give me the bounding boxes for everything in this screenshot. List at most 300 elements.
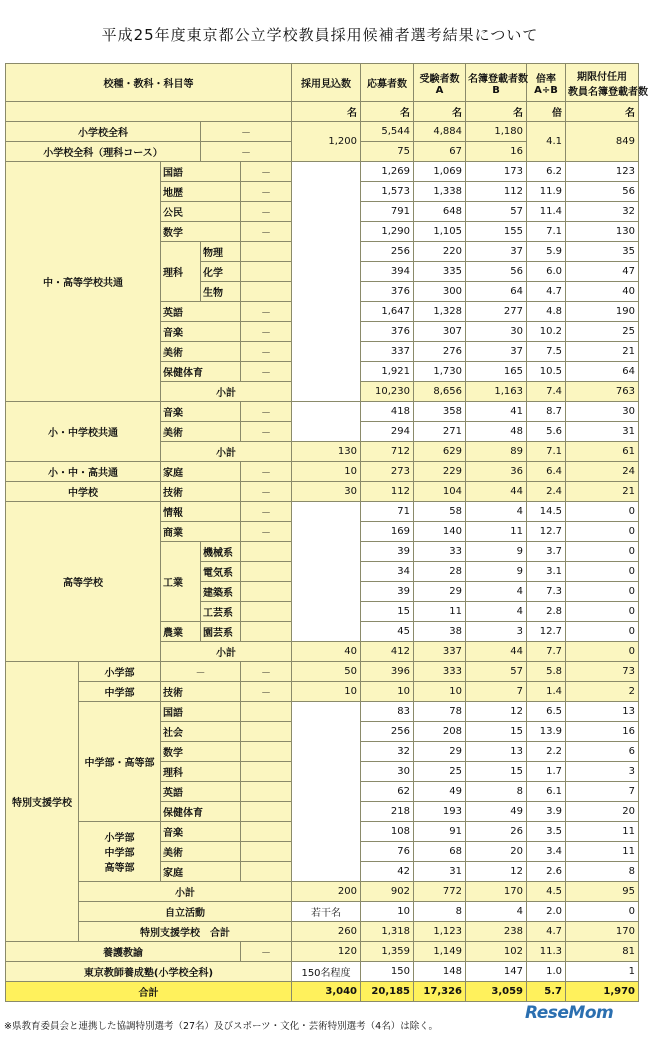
- cell-applicants: 902: [361, 882, 414, 902]
- cell-examinees: 29: [414, 582, 466, 602]
- cell-fixed: 21: [566, 482, 639, 502]
- dash-cell: －: [241, 422, 292, 442]
- cell-ratio: 4.8: [527, 302, 566, 322]
- cell-fixed: 123: [566, 162, 639, 182]
- subject-label: 技術: [161, 682, 241, 702]
- cell-applicants: 1,647: [361, 302, 414, 322]
- cell-fixed: 2: [566, 682, 639, 702]
- cell-ratio: 2.2: [527, 742, 566, 762]
- cell-applicants: 1,573: [361, 182, 414, 202]
- subject-label: 美術: [161, 842, 241, 862]
- cell-planned: 40: [292, 642, 361, 662]
- cell-fixed: 1: [566, 962, 639, 982]
- footnote: ※県教育委員会と連携した協調特別選考（27名）及びスポーツ・文化・芸術特別選考（4名）は除く。: [4, 1021, 439, 1032]
- cell-registered: 277: [466, 302, 527, 322]
- cell-fixed: 0: [566, 502, 639, 522]
- cell-examinees: 49: [414, 782, 466, 802]
- table-row: [6, 502, 639, 522]
- subject-label: 美術: [161, 422, 241, 442]
- cell-applicants: 42: [361, 862, 414, 882]
- section-label-line: 中学部: [104, 848, 135, 859]
- cell-fixed: 35: [566, 242, 639, 262]
- header-planned: 採用見込数: [292, 64, 361, 102]
- cell-applicants: 394: [361, 262, 414, 282]
- subject-label: 社会: [161, 722, 241, 742]
- cell-fixed: 81: [566, 942, 639, 962]
- cell-planned: 200: [292, 882, 361, 902]
- cell-applicants: 1,269: [361, 162, 414, 182]
- cell-registered: 4: [466, 602, 527, 622]
- cell-examinees: 104: [414, 482, 466, 502]
- cell-registered: 7: [466, 682, 527, 702]
- section-label: 特別支援学校: [6, 662, 79, 942]
- row-label: 小学校全科（理科コース）: [6, 142, 201, 162]
- cell-fixed: 56: [566, 182, 639, 202]
- cell-ratio: 5.7: [527, 982, 566, 1002]
- cell-registered: 30: [466, 322, 527, 342]
- cell-fixed: 6: [566, 742, 639, 762]
- cell-ratio: 1.7: [527, 762, 566, 782]
- cell-registered: 1,163: [466, 382, 527, 402]
- cell-ratio: 4.7: [527, 282, 566, 302]
- header-registered-letter: B: [492, 84, 500, 96]
- subject-label: 商業: [161, 522, 241, 542]
- cell-registered: 36: [466, 462, 527, 482]
- cell-examinees: 307: [414, 322, 466, 342]
- cell-fixed: 7: [566, 782, 639, 802]
- section-label: 中学部・高等部: [79, 702, 161, 822]
- subject-label: 機械系: [201, 542, 241, 562]
- subject-label: 生物: [201, 282, 241, 302]
- cell-registered: 102: [466, 942, 527, 962]
- cell-fixed: 763: [566, 382, 639, 402]
- cell-fixed: 0: [566, 542, 639, 562]
- cell-ratio: 3.9: [527, 802, 566, 822]
- cell-fixed: 64: [566, 362, 639, 382]
- cell-fixed: 0: [566, 902, 639, 922]
- subject-label: 保健体育: [161, 362, 241, 382]
- cell-ratio: 2.6: [527, 862, 566, 882]
- cell-registered: 89: [466, 442, 527, 462]
- cell-registered: 155: [466, 222, 527, 242]
- subject-label: 情報: [161, 502, 241, 522]
- subject-label: 地歴: [161, 182, 241, 202]
- cell-applicants: 1,921: [361, 362, 414, 382]
- cell-examinees: 337: [414, 642, 466, 662]
- dash-cell: －: [241, 322, 292, 342]
- dash-cell: －: [201, 142, 292, 162]
- section-label: 中学校: [6, 482, 161, 502]
- grand-total-row: [6, 982, 639, 1002]
- subject-label: 国語: [161, 702, 241, 722]
- cell-planned: 3,040: [292, 982, 361, 1002]
- cell-applicants: 39: [361, 582, 414, 602]
- cell-examinees: 1,069: [414, 162, 466, 182]
- subject-label: 音楽: [161, 822, 241, 842]
- cell-ratio: 3.4: [527, 842, 566, 862]
- dash-cell: －: [241, 942, 292, 962]
- cell-fixed: 170: [566, 922, 639, 942]
- cell-examinees: 29: [414, 742, 466, 762]
- subject-label: 保健体育: [161, 802, 241, 822]
- cell-examinees: 17,326: [414, 982, 466, 1002]
- cell-fixed: 190: [566, 302, 639, 322]
- cell-ratio: 12.7: [527, 622, 566, 642]
- cell-ratio: 13.9: [527, 722, 566, 742]
- subtotal-label: 小計: [161, 382, 292, 402]
- table-row: [6, 942, 639, 962]
- section-label-line: 小学部: [104, 833, 135, 844]
- cell-ratio: 4.7: [527, 922, 566, 942]
- cell-applicants: 5,544: [361, 122, 414, 142]
- cell-ratio: 5.9: [527, 242, 566, 262]
- cell-registered: 1,180: [466, 122, 527, 142]
- cell-registered: 4: [466, 502, 527, 522]
- cell-registered: 57: [466, 202, 527, 222]
- cell-applicants: 10,230: [361, 382, 414, 402]
- cell-fixed: 73: [566, 662, 639, 682]
- cell-fixed: 130: [566, 222, 639, 242]
- subject-label: 家庭: [161, 462, 241, 482]
- cell-fixed: 0: [566, 582, 639, 602]
- dash-cell: －: [241, 522, 292, 542]
- cell-registered: 3,059: [466, 982, 527, 1002]
- cell-registered: 37: [466, 342, 527, 362]
- cell-registered: 173: [466, 162, 527, 182]
- cell-applicants: 256: [361, 242, 414, 262]
- cell-registered: 11: [466, 522, 527, 542]
- cell-examinees: 28: [414, 562, 466, 582]
- cell-registered: 49: [466, 802, 527, 822]
- cell-applicants: 30: [361, 762, 414, 782]
- subject-label: 工芸系: [201, 602, 241, 622]
- subject-label: 化学: [201, 262, 241, 282]
- cell-examinees: 1,105: [414, 222, 466, 242]
- cell-registered: 12: [466, 862, 527, 882]
- cell-registered: 112: [466, 182, 527, 202]
- dash-cell: －: [241, 162, 292, 182]
- table-row: [6, 962, 639, 982]
- table-row: [6, 462, 639, 482]
- dash-cell: －: [241, 682, 292, 702]
- cell-examinees: 10: [414, 682, 466, 702]
- subtotal-row: [6, 922, 639, 942]
- cell-fixed: 32: [566, 202, 639, 222]
- subject-label: 電気系: [201, 562, 241, 582]
- subject-label: 物理: [201, 242, 241, 262]
- header-fixed-label: 期限付任用: [577, 71, 627, 83]
- section-label: 小・中・高共通: [6, 462, 161, 482]
- table-row: [6, 662, 639, 682]
- cell-ratio: 11.3: [527, 942, 566, 962]
- cell-applicants: 218: [361, 802, 414, 822]
- cell-ratio: 6.0: [527, 262, 566, 282]
- dash-cell: －: [241, 202, 292, 222]
- cell-examinees: 58: [414, 502, 466, 522]
- dash-cell: －: [241, 402, 292, 422]
- subject-label: 家庭: [161, 862, 241, 882]
- cell-ratio: 14.5: [527, 502, 566, 522]
- header-ratio: [527, 64, 566, 102]
- row-label: 養護教諭: [6, 942, 241, 962]
- cell-applicants: 15: [361, 602, 414, 622]
- cell-planned: 120: [292, 942, 361, 962]
- cell-ratio: 6.2: [527, 162, 566, 182]
- cell-ratio: 10.2: [527, 322, 566, 342]
- header-ratio-label: 倍率: [536, 73, 556, 85]
- cell-examinees: 91: [414, 822, 466, 842]
- results-table: [5, 63, 648, 1002]
- cell-registered: 26: [466, 822, 527, 842]
- cell-ratio: 7.4: [527, 382, 566, 402]
- cell-ratio: 4.5: [527, 882, 566, 902]
- cell-examinees: 208: [414, 722, 466, 742]
- row-label: 東京教師養成塾(小学校全科): [6, 962, 292, 982]
- cell-applicants: 169: [361, 522, 414, 542]
- cell-applicants: 412: [361, 642, 414, 662]
- cell-examinees: 1,123: [414, 922, 466, 942]
- cell-ratio: 11.9: [527, 182, 566, 202]
- cell-planned: 50: [292, 662, 361, 682]
- cell-ratio: 2.0: [527, 902, 566, 922]
- cell-fixed: 24: [566, 462, 639, 482]
- cell-applicants: 10: [361, 902, 414, 922]
- section-label: 高等学校: [6, 502, 161, 662]
- unit-cell: 名: [566, 102, 639, 122]
- cell-examinees: 11: [414, 602, 466, 622]
- cell-applicants: 71: [361, 502, 414, 522]
- header-registered: [466, 64, 527, 102]
- section-label: 中・高等学校共通: [6, 162, 161, 402]
- cell-ratio: 5.8: [527, 662, 566, 682]
- header-category: 校種・教科・科目等: [6, 64, 292, 102]
- cell-examinees: 271: [414, 422, 466, 442]
- subtotal-label: 小計: [161, 642, 292, 662]
- cell-registered: 8: [466, 782, 527, 802]
- cell-planned-empty: [292, 162, 361, 402]
- cell-applicants: 712: [361, 442, 414, 462]
- cell-examinees: 335: [414, 262, 466, 282]
- cell-examinees: 358: [414, 402, 466, 422]
- cell-fixed: 95: [566, 882, 639, 902]
- cell-fixed: 11: [566, 842, 639, 862]
- cell-registered: 165: [466, 362, 527, 382]
- cell-examinees: 772: [414, 882, 466, 902]
- header-examinees-letter: A: [435, 84, 444, 96]
- subject-label: 英語: [161, 302, 241, 322]
- cell-registered: 238: [466, 922, 527, 942]
- cell-applicants: 150: [361, 962, 414, 982]
- cell-examinees: 276: [414, 342, 466, 362]
- cell-applicants: 1,318: [361, 922, 414, 942]
- cell-planned-empty: [292, 702, 361, 882]
- dash-cell: －: [241, 222, 292, 242]
- cell-ratio: 1.0: [527, 962, 566, 982]
- cell-planned: 1,200: [292, 122, 361, 162]
- table-row: [6, 482, 639, 502]
- cell-ratio: 7.7: [527, 642, 566, 662]
- cell-fixed: 11: [566, 822, 639, 842]
- header-examinees: [414, 64, 466, 102]
- dash-cell: －: [241, 302, 292, 322]
- cell-examinees: 229: [414, 462, 466, 482]
- cell-fixed: 1,970: [566, 982, 639, 1002]
- dash-cell: －: [161, 662, 241, 682]
- header-registered-label: 名簿登載者数: [468, 73, 528, 85]
- subject-label: 園芸系: [201, 622, 241, 642]
- unit-cell: 倍: [527, 102, 566, 122]
- cell-ratio: 2.8: [527, 602, 566, 622]
- cell-examinees: 8: [414, 902, 466, 922]
- cell-ratio: 3.5: [527, 822, 566, 842]
- cell-examinees: 193: [414, 802, 466, 822]
- subtotal-label: 小計: [79, 882, 292, 902]
- cell-ratio: 7.1: [527, 222, 566, 242]
- cell-ratio: 11.4: [527, 202, 566, 222]
- cell-fixed: 8: [566, 862, 639, 882]
- dash-cell: －: [241, 462, 292, 482]
- cell-examinees: 38: [414, 622, 466, 642]
- subject-label: 建築系: [201, 582, 241, 602]
- cell-registered: 48: [466, 422, 527, 442]
- cell-ratio: 4.1: [527, 122, 566, 162]
- cell-examinees: 25: [414, 762, 466, 782]
- cell-registered: 12: [466, 702, 527, 722]
- cell-registered: 4: [466, 902, 527, 922]
- header-fixed: [566, 64, 648, 102]
- cell-fixed: 31: [566, 422, 639, 442]
- cell-registered: 9: [466, 562, 527, 582]
- section-label: 小・中学校共通: [6, 402, 161, 462]
- cell-fixed: 0: [566, 602, 639, 622]
- subject-label: 公民: [161, 202, 241, 222]
- cell-applicants: 10: [361, 682, 414, 702]
- cell-fixed: 3: [566, 762, 639, 782]
- cell-applicants: 376: [361, 322, 414, 342]
- cell-applicants: 294: [361, 422, 414, 442]
- dash-cell: －: [241, 342, 292, 362]
- header-ratio-formula: A÷B: [534, 84, 558, 96]
- cell-applicants: 75: [361, 142, 414, 162]
- subject-label: 数学: [161, 222, 241, 242]
- header-applicants: 応募者数: [361, 64, 414, 102]
- cell-applicants: 791: [361, 202, 414, 222]
- cell-applicants: 45: [361, 622, 414, 642]
- table-row: [6, 702, 639, 722]
- subject-label: 農業: [161, 622, 201, 642]
- subject-label: 理科: [161, 762, 241, 782]
- unit-cell: 名: [466, 102, 527, 122]
- grand-total-label: 合計: [6, 982, 292, 1002]
- subtotal-label: 小計: [161, 442, 292, 462]
- subject-label: 国語: [161, 162, 241, 182]
- table-row: [6, 162, 639, 182]
- cell-ratio: 5.6: [527, 422, 566, 442]
- cell-registered: 44: [466, 642, 527, 662]
- subject-label: 理科: [161, 242, 201, 302]
- subject-label: 工業: [161, 542, 201, 622]
- cell-fixed: 16: [566, 722, 639, 742]
- cell-fixed: 0: [566, 642, 639, 662]
- cell-planned: 若干名: [292, 902, 361, 922]
- cell-ratio: 8.7: [527, 402, 566, 422]
- cell-ratio: 7.3: [527, 582, 566, 602]
- cell-applicants: 20,185: [361, 982, 414, 1002]
- cell-planned-empty: [292, 402, 361, 442]
- section-label: [79, 822, 161, 882]
- cell-fixed: 25: [566, 322, 639, 342]
- cell-ratio: 12.7: [527, 522, 566, 542]
- cell-applicants: 108: [361, 822, 414, 842]
- table-row: [6, 902, 639, 922]
- cell-registered: 64: [466, 282, 527, 302]
- cell-registered: 3: [466, 622, 527, 642]
- cell-applicants: 256: [361, 722, 414, 742]
- resemom-logo: ReseMom: [525, 1003, 614, 1023]
- cell-ratio: 6.5: [527, 702, 566, 722]
- subtotal-row: [6, 882, 639, 902]
- unit-cell: 名: [361, 102, 414, 122]
- cell-examinees: 648: [414, 202, 466, 222]
- table-body: [6, 64, 648, 1002]
- cell-fixed: 0: [566, 562, 639, 582]
- cell-examinees: 68: [414, 842, 466, 862]
- cell-examinees: 300: [414, 282, 466, 302]
- cell-planned: 130: [292, 442, 361, 462]
- unit-cell: 名: [292, 102, 361, 122]
- cell-planned: 260: [292, 922, 361, 942]
- cell-registered: 9: [466, 542, 527, 562]
- dash-cell: －: [241, 482, 292, 502]
- cell-registered: 15: [466, 762, 527, 782]
- cell-ratio: 7.5: [527, 342, 566, 362]
- cell-planned: 10: [292, 682, 361, 702]
- cell-registered: 41: [466, 402, 527, 422]
- cell-applicants: 418: [361, 402, 414, 422]
- cell-examinees: 140: [414, 522, 466, 542]
- cell-examinees: 1,149: [414, 942, 466, 962]
- subject-label: 数学: [161, 742, 241, 762]
- table-row: [6, 122, 639, 142]
- cell-registered: 147: [466, 962, 527, 982]
- table-row: [6, 682, 639, 702]
- cell-applicants: 337: [361, 342, 414, 362]
- cell-ratio: 10.5: [527, 362, 566, 382]
- cell-applicants: 34: [361, 562, 414, 582]
- row-label: 小学校全科: [6, 122, 201, 142]
- cell-registered: 37: [466, 242, 527, 262]
- cell-examinees: 31: [414, 862, 466, 882]
- cell-fixed: 21: [566, 342, 639, 362]
- cell-ratio: 6.4: [527, 462, 566, 482]
- cell-ratio: 2.4: [527, 482, 566, 502]
- cell-registered: 15: [466, 722, 527, 742]
- subject-label: 音楽: [161, 322, 241, 342]
- dash-cell: －: [241, 362, 292, 382]
- cell-fixed: 0: [566, 622, 639, 642]
- dash-cell: －: [241, 662, 292, 682]
- cell-applicants: 76: [361, 842, 414, 862]
- cell-registered: 16: [466, 142, 527, 162]
- cell-applicants: 1,290: [361, 222, 414, 242]
- cell-registered: 44: [466, 482, 527, 502]
- cell-fixed: 30: [566, 402, 639, 422]
- cell-examinees: 629: [414, 442, 466, 462]
- cell-registered: 57: [466, 662, 527, 682]
- subtotal-label: 特別支援学校 合計: [79, 922, 292, 942]
- row-label: 自立活動: [79, 902, 292, 922]
- cell-examinees: 1,338: [414, 182, 466, 202]
